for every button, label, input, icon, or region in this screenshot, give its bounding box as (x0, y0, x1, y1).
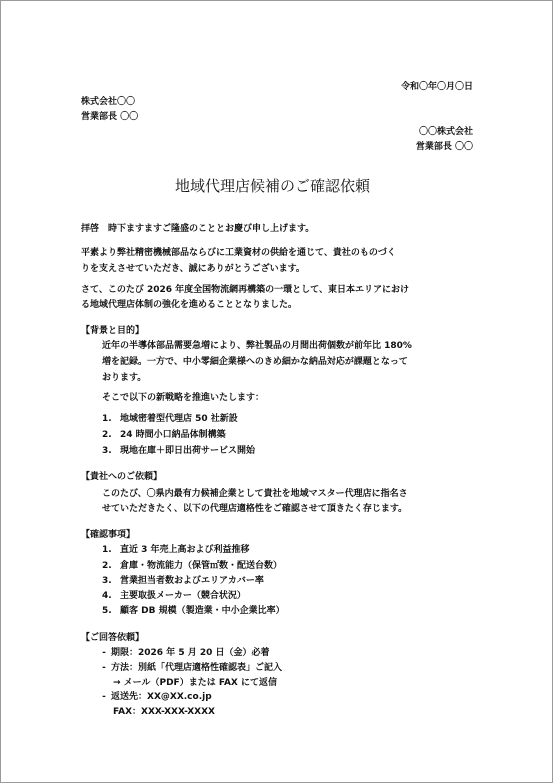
paragraph-1-line-2: りを支えさせていただき、誠にありがとうございます。 (81, 264, 305, 274)
bullet-icon: - (102, 692, 106, 702)
section-heading-background: 【背景と目的】 (81, 326, 145, 336)
confirm-item-4: 4. 主要取扱メーカー（競合状況） (102, 591, 246, 601)
strategy-item-2: 2. 24 時間小口納品体制構築 (102, 430, 226, 440)
section-heading-confirm: 【確認事項】 (81, 530, 136, 540)
request-line-1: このたび、〇県内最有力候補企業として貴社を地域マスター代理店に指名さ (102, 489, 408, 499)
reply-method-detail: → メール（PDF）または FAX にて返信 (113, 678, 277, 688)
section-heading-reply: 【ご回答依頼】 (81, 633, 145, 643)
background-line-3: おります。 (102, 373, 147, 383)
confirm-item-1: 1. 直近 3 年売上高および利益推移 (102, 545, 250, 555)
reply-deadline: - 期限：2026 年 5 月 20 日（金）必着 (97, 649, 270, 658)
strategy-item-3: 3. 現地在庫＋即日出荷サービス開始 (102, 446, 256, 456)
reply-address: - 返送先：XX@XX.co.jp (97, 693, 212, 702)
confirm-item-3: 3. 営業担当者数およびエリアカバー率 (102, 576, 264, 586)
sender-company: 〇〇株式会社 (418, 127, 473, 137)
confirm-item-5: 5. 顧客 DB 規模（製造業・中小企業比率） (102, 606, 285, 616)
bullet-icon: - (102, 663, 106, 673)
paragraph-2-line-1: さて、このたび 2026 年度全国物流網再構築の一環として、東日本エリアにおけ (81, 285, 409, 295)
paragraph-1-line-1: 平素より弊社精密機械部品ならびに工業資材の供給を通じて、貴社のものづく (81, 248, 396, 258)
request-line-2: せていただきたく、以下の代理店適格性をご確認させて頂きたく存じます。 (102, 504, 408, 514)
bullet-icon: - (102, 648, 106, 658)
sender-name: 営業部長 〇〇 (415, 142, 473, 152)
background-line-2: 増を記録。一方で、中小零細企業様へのきめ細かな納品対応が課題となって (102, 357, 408, 367)
greeting: 拝啓 時下ますますご隆盛のこととお慶び申し上げます。 (81, 224, 315, 234)
letter-title: 地域代理店候補のご確認依頼 (175, 177, 371, 195)
recipient-company: 株式会社〇〇 (81, 97, 136, 107)
reply-method: - 方法：別紙「代理店適格性確認表」ご記入 (97, 664, 282, 673)
confirm-item-2: 2. 倉庫・物流能力（保管㎡数・配送台数） (102, 561, 283, 571)
strategy-intro: そこで以下の新戦略を推進いたします： (102, 393, 265, 403)
strategy-item-1: 1. 地域密着型代理店 50 社新設 (102, 414, 238, 424)
recipient-name: 営業部長 〇〇 (81, 112, 139, 122)
reply-fax: FAX：XXX-XXX-XXXX (113, 707, 215, 717)
background-line-1: 近年の半導体部品需要急増により、弊社製品の月間出荷個数が前年比 180% (102, 341, 412, 351)
section-heading-request: 【貴社へのご依頼】 (81, 472, 163, 482)
letter-date: 令和〇年〇月〇日 (400, 82, 473, 92)
paragraph-2-line-2: る地域代理店体制の強化を進めることとなりました。 (81, 300, 298, 310)
